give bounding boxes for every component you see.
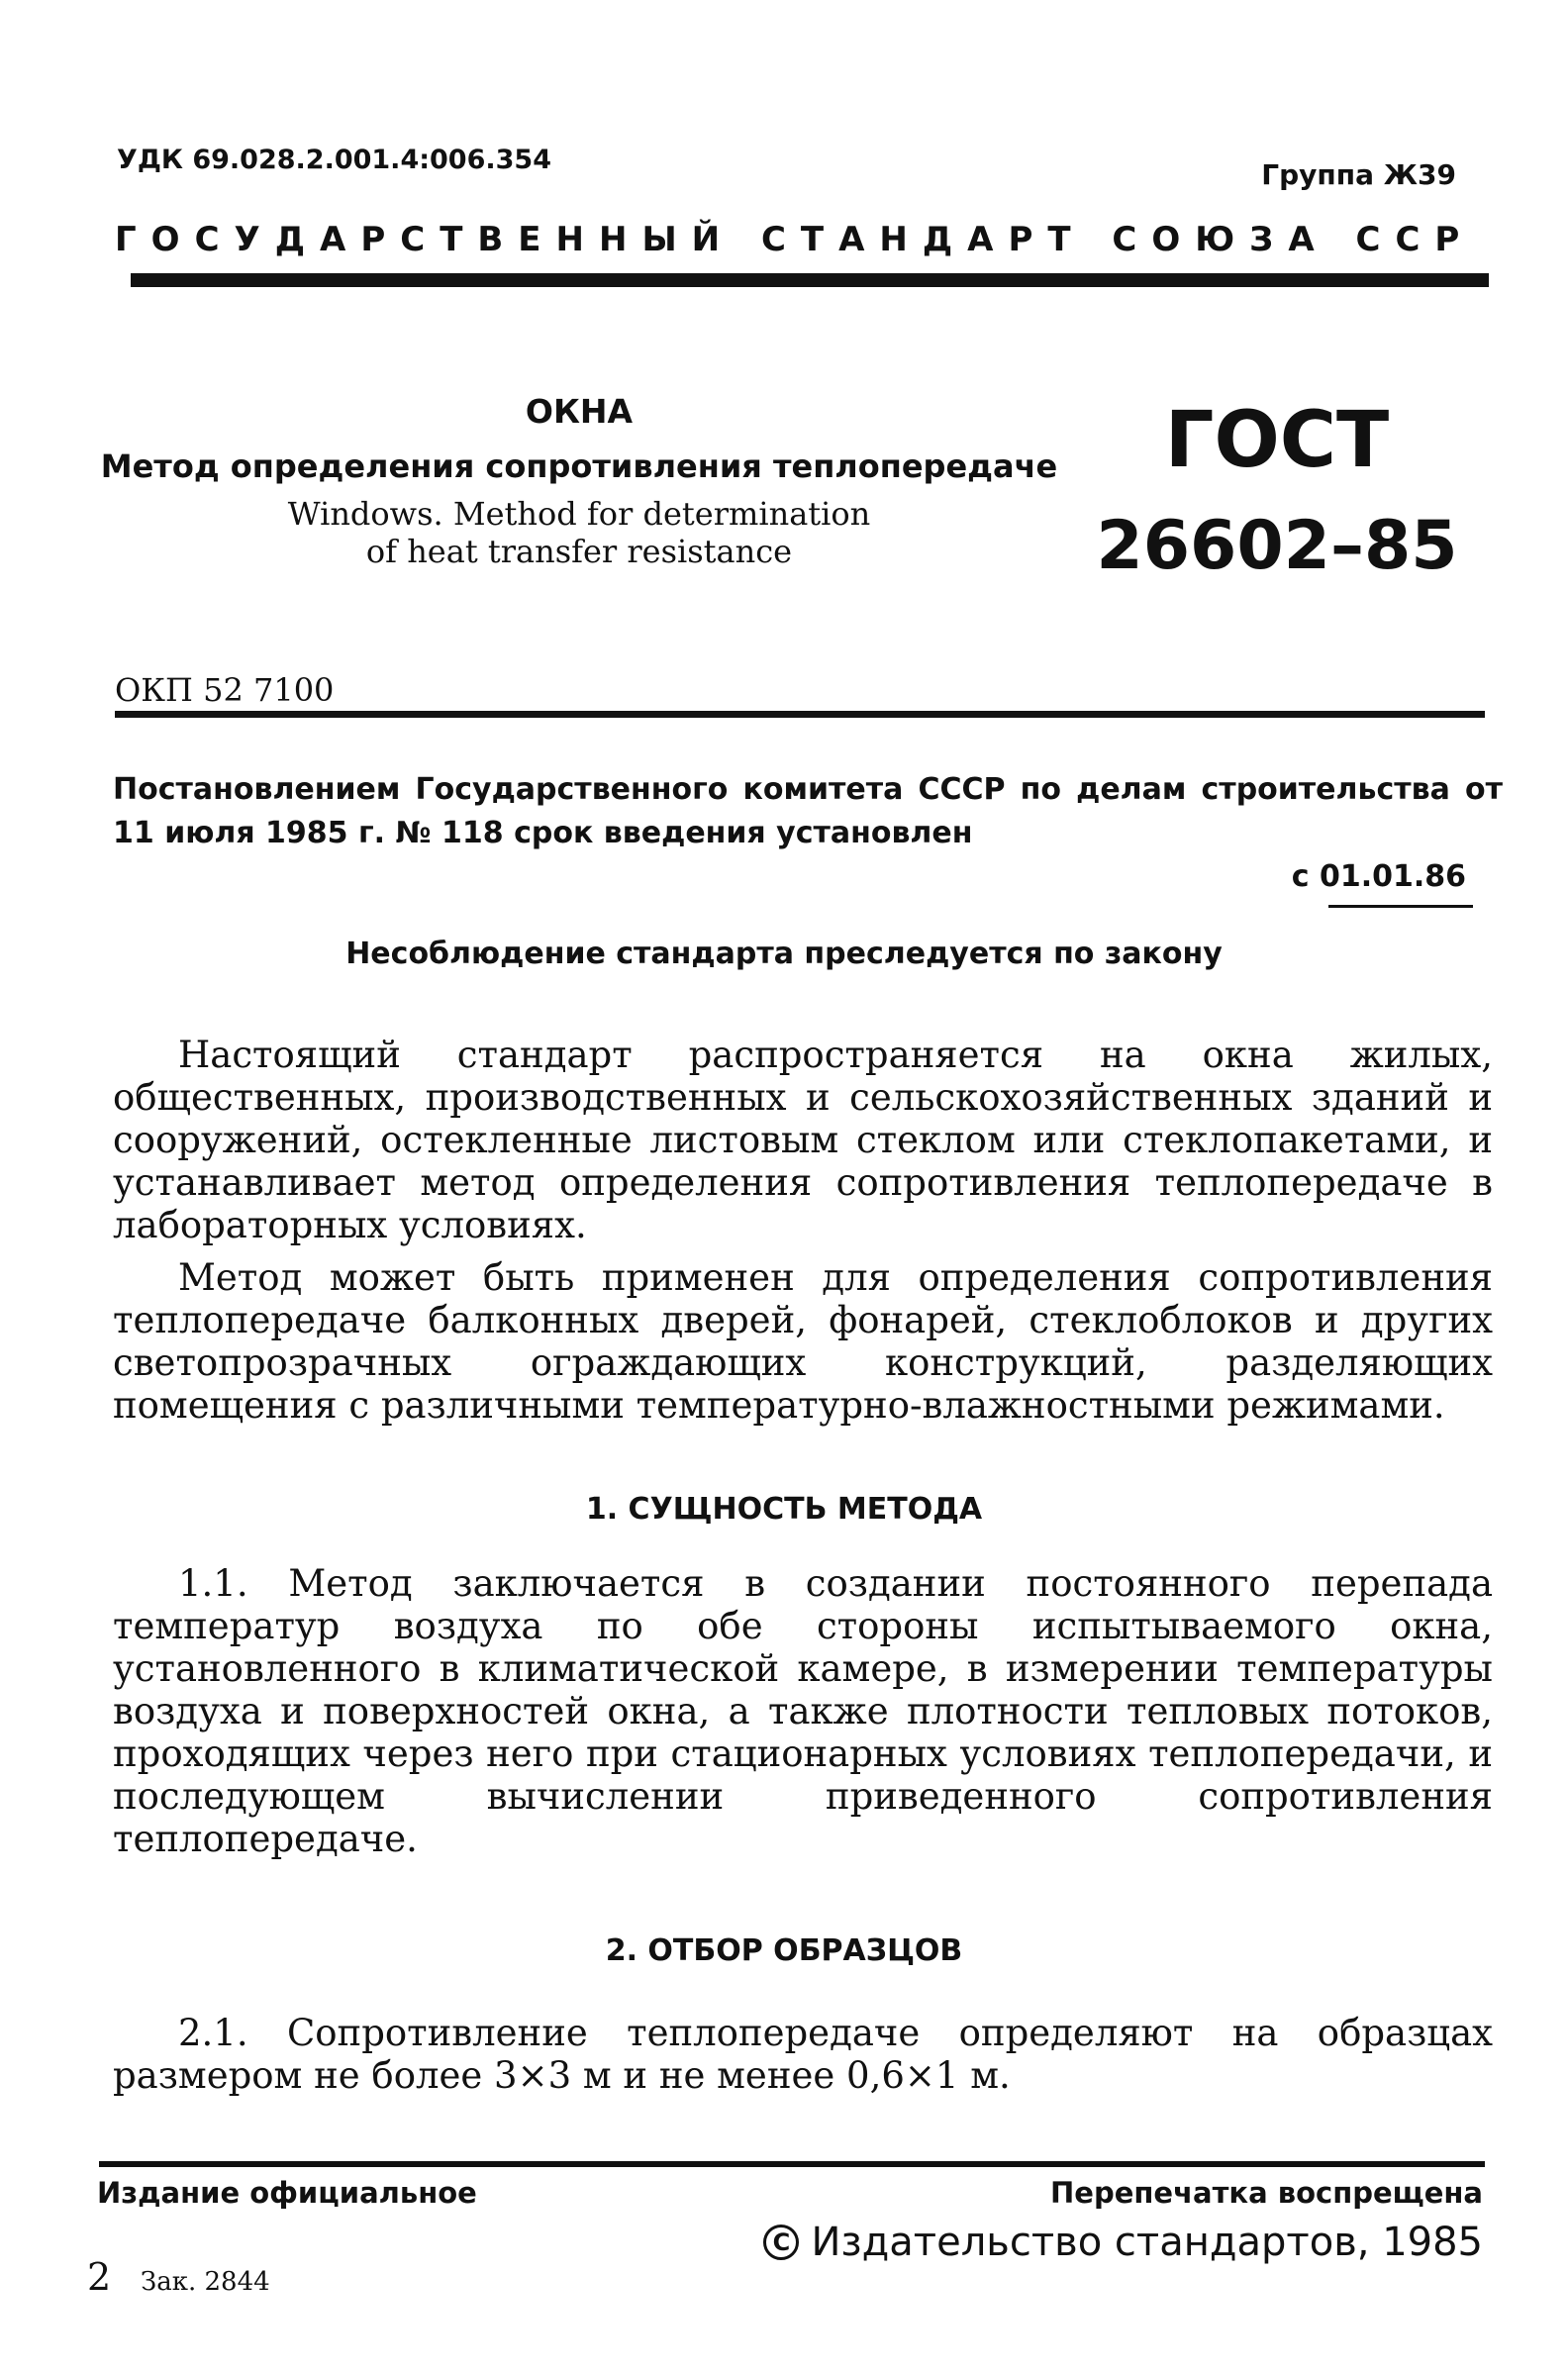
method-title-en-line2: of heat transfer resistance bbox=[365, 533, 793, 570]
intro-paragraph-1-text: Настоящий стандарт распространяется на окна жилых, общественных, производственных и сельскохозяйственных зданий и сооружений, остекленные листовым стеклом или стеклопакетами, и устанавливает метод определения сопротивления теплопередаче в лабораторных условиях. bbox=[113, 1034, 1493, 1246]
page-number: 2 bbox=[87, 2255, 112, 2299]
intro-paragraph-2 bbox=[113, 1256, 1493, 1427]
section-1-paragraph-text: 1.1. Метод заключается в создании постоянного перепада температур воздуха по обе стороны испытываемого окна, установленного в климатической камере, в измерении температуры воздуха и поверхностей окна, а также плотности тепловых потоков, проходящих через него при стационарных условиях теплопередачи, и последующем вычислении приведенного сопротивления теплопередаче. bbox=[113, 1562, 1493, 1860]
law-notice: Несоблюдение стандарта преследуется по закону bbox=[345, 937, 1223, 971]
publisher-line bbox=[763, 2220, 1483, 2265]
okp-rule bbox=[115, 711, 1485, 718]
order-number: Зак. 2844 bbox=[141, 2267, 270, 2297]
gost-label: ГОСТ bbox=[1164, 396, 1390, 485]
section-2-paragraph-text: 2.1. Сопротивление теплопередаче определяют на образцах размером не более 3×3 м и не менее 0,6×1 м. bbox=[113, 2012, 1493, 2097]
header-rule bbox=[131, 273, 1489, 287]
section-1-heading: 1. СУЩНОСТЬ МЕТОДА bbox=[585, 1492, 983, 1527]
intro-paragraph-2-text: Метод может быть применен для определения сопротивления теплопередаче балконных дверей, фонарей, стеклоблоков и других светопрозрачных ограждающих конструкций, разделяющих помещения с различными температурно-влажностными режимами. bbox=[113, 1256, 1493, 1427]
gost-number: 26602–85 bbox=[1096, 507, 1458, 585]
subject-title: ОКНА bbox=[525, 392, 634, 431]
effective-date: с 01.01.86 bbox=[1291, 859, 1466, 894]
okp-code: ОКП 52 7100 bbox=[115, 671, 335, 709]
decree-text: Постановлением Государственного комитета СССР по делам строительства от 11 июля 1985 г. № 118 срок введения установлен bbox=[113, 772, 1503, 850]
section-1-paragraph bbox=[113, 1562, 1493, 1860]
method-title-ru: Метод определения сопротивления теплопередаче bbox=[100, 447, 1058, 485]
section-2-heading: 2. ОТБОР ОБРАЗЦОВ bbox=[605, 1933, 963, 1968]
reprint-notice: Перепечатка воспрещена bbox=[1050, 2176, 1483, 2210]
udk-code: УДК 69.028.2.001.4:006.354 bbox=[117, 145, 552, 175]
publisher-name: Издательство стандартов, 1985 bbox=[811, 2220, 1483, 2265]
date-rule bbox=[1328, 905, 1473, 908]
section-2-paragraph bbox=[113, 2012, 1493, 2097]
standard-title: ГОСУДАРСТВЕННЫЙ СТАНДАРТ СОЮЗА ССР bbox=[115, 220, 1475, 259]
intro-paragraph-1 bbox=[113, 1034, 1493, 1246]
method-title-en bbox=[198, 495, 960, 570]
footer-rule bbox=[99, 2161, 1485, 2167]
copyright-icon: C bbox=[763, 2225, 799, 2260]
group-code: Группа Ж39 bbox=[1261, 158, 1456, 191]
official-edition: Издание официальное bbox=[97, 2176, 477, 2210]
method-title-en-line1: Windows. Method for determination bbox=[287, 495, 871, 533]
